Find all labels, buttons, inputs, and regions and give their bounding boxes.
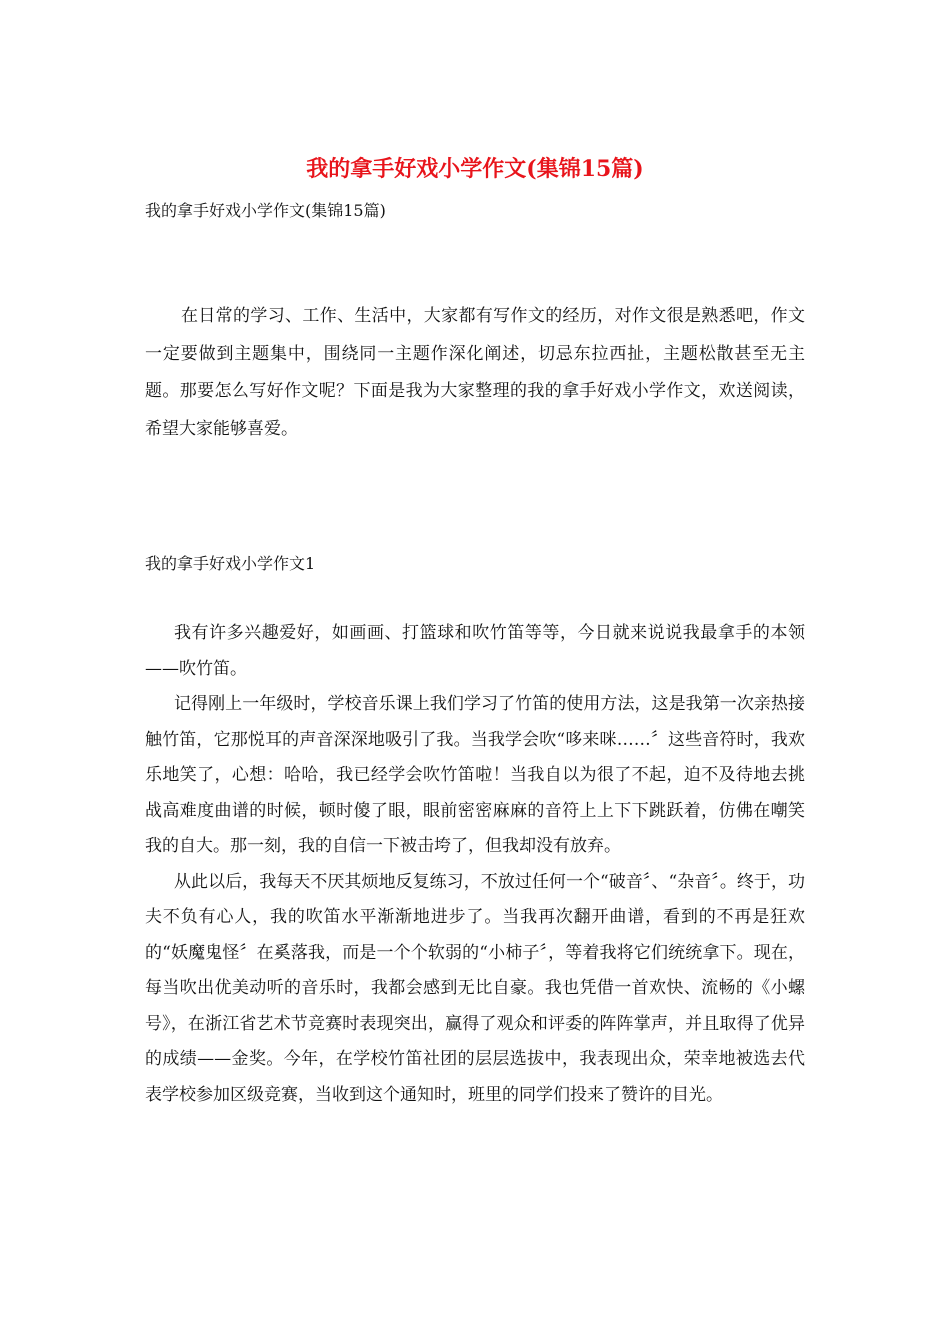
document-title: 我的拿手好戏小学作文(集锦15篇) [306, 156, 644, 182]
section-heading: 我的拿手好戏小学作文1 [145, 554, 316, 573]
essay-paragraph: 我有许多兴趣爱好，如画画、打篮球和吹竹笛等等，今日就来说说我最拿手的本领——吹竹笛。 [145, 623, 805, 679]
document-subtitle: 我的拿手好戏小学作文(集锦15篇) [145, 201, 386, 220]
intro-paragraph: 在日常的学习、工作、生活中，大家都有写作文的经历，对作文很是熟悉吧，作文一定要做到主题集中，围绕同一主题作深化阐述，切忌东拉西扯，主题松散甚至无主题。那要怎么写好作文呢？下面是我为大家整理的我的拿手好戏小学作文，欢送阅读，希望大家能够喜爱。 [145, 306, 805, 439]
essay-paragraph: 从此以后，我每天不厌其烦地反复练习，不放过任何一个“破音〞、“杂音〞。终于，功夫不负有心人，我的吹笛水平渐渐地进步了。当我再次翻开曲谱，看到的不再是狂欢的“妖魔鬼怪〞在奚落我，而是一个个软弱的“小柿子〞，等着我将它们统统拿下。现在，每当吹出优美动听的音乐时，我都会感到无比自豪。我也凭借一首欢快、流畅的《小螺号》，在浙江省艺术节竞赛时表现突出，赢得了观众和评委的阵阵掌声，并且取得了优异的成绩——金奖。今年，在学校竹笛社团的层层选拔中，我表现出众，荣幸地被选去代表学校参加区级竞赛，当收到这个通知时，班里的同学们投来了赞许的目光。 [145, 871, 805, 1105]
essay-paragraph: 记得刚上一年级时，学校音乐课上我们学习了竹笛的使用方法，这是我第一次亲热接触竹笛，它那悦耳的声音深深地吸引了我。当我学会吹“哆来咪……〞这些音符时，我欢乐地笑了，心想：哈哈，我已经学会吹竹笛啦！当我自以为很了不起，迫不及待地去挑战高难度曲谱的时候，顿时傻了眼，眼前密密麻麻的音符上上下下跳跃着，仿佛在嘲笑我的自大。那一刻，我的自信一下被击垮了，但我却没有放弃。 [145, 694, 805, 856]
essay-body [145, 616, 805, 1113]
